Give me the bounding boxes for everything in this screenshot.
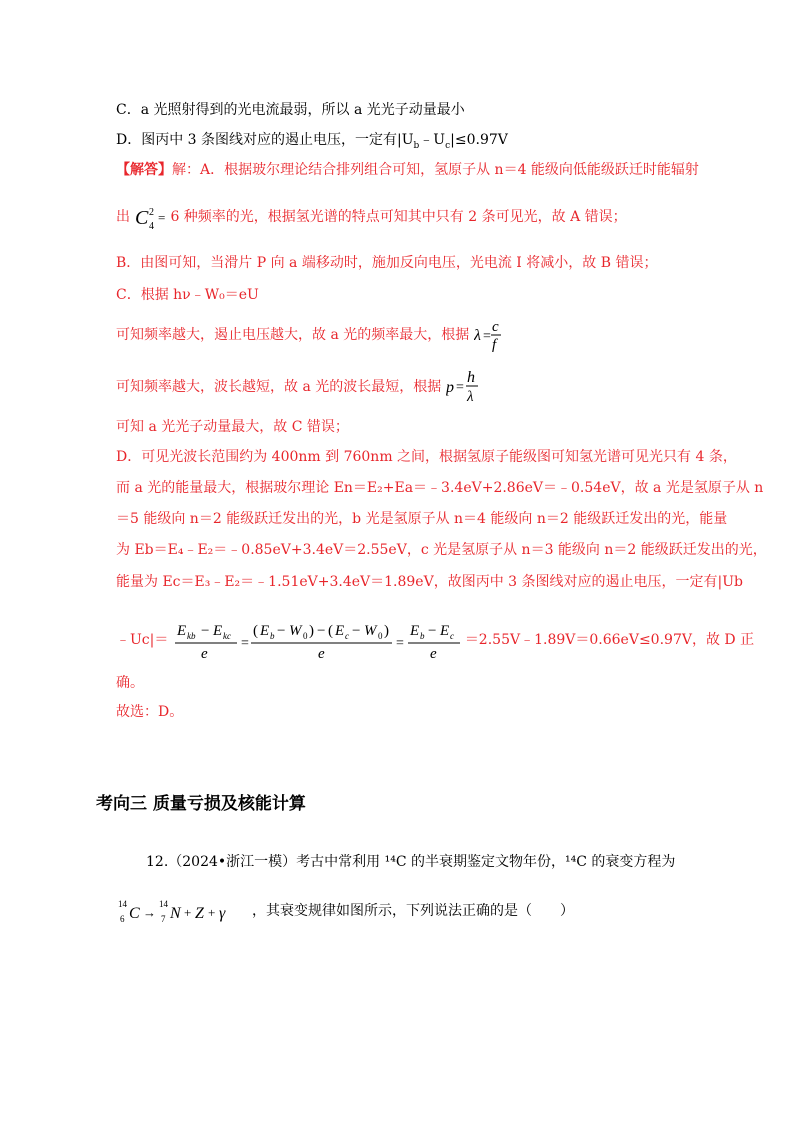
solution-line-10: ＝5 能级向 n＝2 能级跃迁发出的光，b 光是氢原子从 n＝4 能级向 n＝2 能级跃迁发出的光，能量 [116,511,728,527]
momentum-formula [446,369,480,405]
svg-text:=: = [158,210,166,225]
svg-text:→: → [143,905,156,920]
solution-line-15: 故选：D。 [116,704,184,720]
svg-text:−: − [276,623,286,639]
option-d: D．图丙中 3 条图线对应的遏止电压，一定有$|U_b﹣U_c|\le 0.97V$ [116,132,508,151]
svg-text:4: 4 [149,221,155,232]
solution-line-5: 可知频率越大，遏止电压越大，故 a 光的频率最大，根据 λ = c f [116,318,502,352]
svg-text:2: 2 [149,207,155,218]
svg-text:c: c [491,319,499,335]
svg-text:14: 14 [159,899,168,909]
svg-text:+: + [184,905,192,920]
svg-text:kc: kc [222,631,231,641]
svg-text:p: p [445,379,454,396]
svg-text:=: = [482,329,491,344]
svg-text:C: C [135,207,149,229]
svg-text:−: − [427,623,437,639]
solution-line-1: 【解答】解：A．根据玻尔理论结合排列组合可知，氢原子从 n＝4 能级向低能级跃迁时能辐射 [116,162,699,178]
solution-line-13: ﹣Uc|＝ E kb − E kc e = ( E b − W 0 ) − ( E c − W 0 ) e = E b − E c e ＝2.55V﹣1.89V＝0.66eV≤0.97V，故 D 正 [116,618,754,662]
svg-text:λ: λ [473,327,481,344]
question-12-line-2: 14 6 C → 14 7 N + Z + γ ，其衰变规律如图所示，下列说法正确的是（ ） [116,895,574,927]
svg-text:E: E [334,623,344,639]
svg-text:E: E [409,623,419,639]
solution-line-2: 出 C 2 4 = 6 种频率的光，根据氢光谱的特点可知其中只有 2 条可见光，故 A 错误； [116,202,627,232]
voltage-difference-formula [173,618,465,662]
svg-text:E: E [212,623,222,639]
svg-text:N: N [170,905,181,922]
svg-text:E: E [439,623,449,639]
decay-equation [116,895,252,927]
svg-text:c: c [449,631,454,641]
solution-line-14: 确。 [116,675,144,691]
svg-text:e: e [200,646,208,662]
svg-text:b: b [269,631,275,641]
svg-text:−: − [316,623,326,639]
solution-line-3: B．由图可知，当滑片 P 向 a 端移动时，施加反向电压，光电流 I 将减小，故 B 错误； [116,255,658,271]
svg-text:e: e [429,646,437,662]
svg-text:γ: γ [219,905,226,922]
solution-line-8: D．可见光波长范围约为 400nm 到 760nm 之间，根据氢原子能级图可知氢光谱可见光只有 4 条， [116,449,737,465]
svg-text:Z: Z [195,905,204,922]
svg-text:=: = [240,636,249,651]
solution-tag: 【解答】 [116,162,172,178]
svg-text:−: − [200,623,210,639]
svg-text:(: ( [252,623,258,639]
solution-line-9: 而 a 光的能量最大，根据玻尔理论 En＝E₂+Ea＝﹣3.4eV+2.86eV＝﹣0.54eV，故 a 光是氢原子从 n [116,480,764,496]
svg-text:14: 14 [118,899,127,909]
svg-text:E: E [259,623,269,639]
svg-text:+: + [208,905,216,920]
solution-line-7: 可知 a 光光子动量最大，故 C 错误； [116,419,349,435]
svg-text:λ: λ [466,389,474,405]
svg-text:6: 6 [120,914,125,924]
svg-text:f: f [491,337,496,352]
svg-text:−: − [351,623,361,639]
svg-text:7: 7 [161,914,166,924]
svg-text:kb: kb [186,631,196,641]
svg-text:=: = [455,380,464,395]
question-12-line-1: 12.（2024•浙江一模）考古中常利用 ¹⁴C 的半衰期鉴定文物年份，¹⁴C 的衰变方程为 [146,854,676,870]
wavelength-formula [474,318,502,352]
solution-line-6: 可知频率越大，波长越短，故 a 光的波长最短，根据 p = h λ [116,369,480,405]
svg-text:0: 0 [302,631,308,641]
solution-line-4: C．根据 hν﹣W₀＝eU [116,287,259,303]
section-heading: 考向三 质量亏损及核能计算 [96,794,306,814]
svg-text:E: E [176,623,186,639]
svg-text:W: W [288,623,302,639]
combination-formula [134,202,170,232]
svg-text:e: e [317,646,325,662]
svg-text:C: C [129,905,140,922]
svg-text:(: ( [327,623,333,639]
solution-line-11: 为 Eb＝E₄﹣E₂＝﹣0.85eV+3.4eV＝2.55eV，c 光是氢原子从 n＝3 能级向 n＝2 能级跃迁发出的光， [116,542,767,558]
svg-text:): ) [383,623,389,639]
svg-text:c: c [344,631,349,641]
svg-text:b: b [419,631,425,641]
solution-line-12: 能量为 Ec＝E₃﹣E₂＝﹣1.51eV+3.4eV＝1.89eV，故图丙中 3 条图线对应的遏止电压，一定有|Ub [116,574,743,590]
svg-text:W: W [363,623,377,639]
option-c: C．a 光照射得到的光电流最弱，所以 a 光光子动量最小 [116,102,465,118]
svg-text:=: = [395,636,404,651]
svg-text:0: 0 [377,631,383,641]
svg-text:): ) [308,623,314,639]
svg-text:h: h [466,369,475,386]
